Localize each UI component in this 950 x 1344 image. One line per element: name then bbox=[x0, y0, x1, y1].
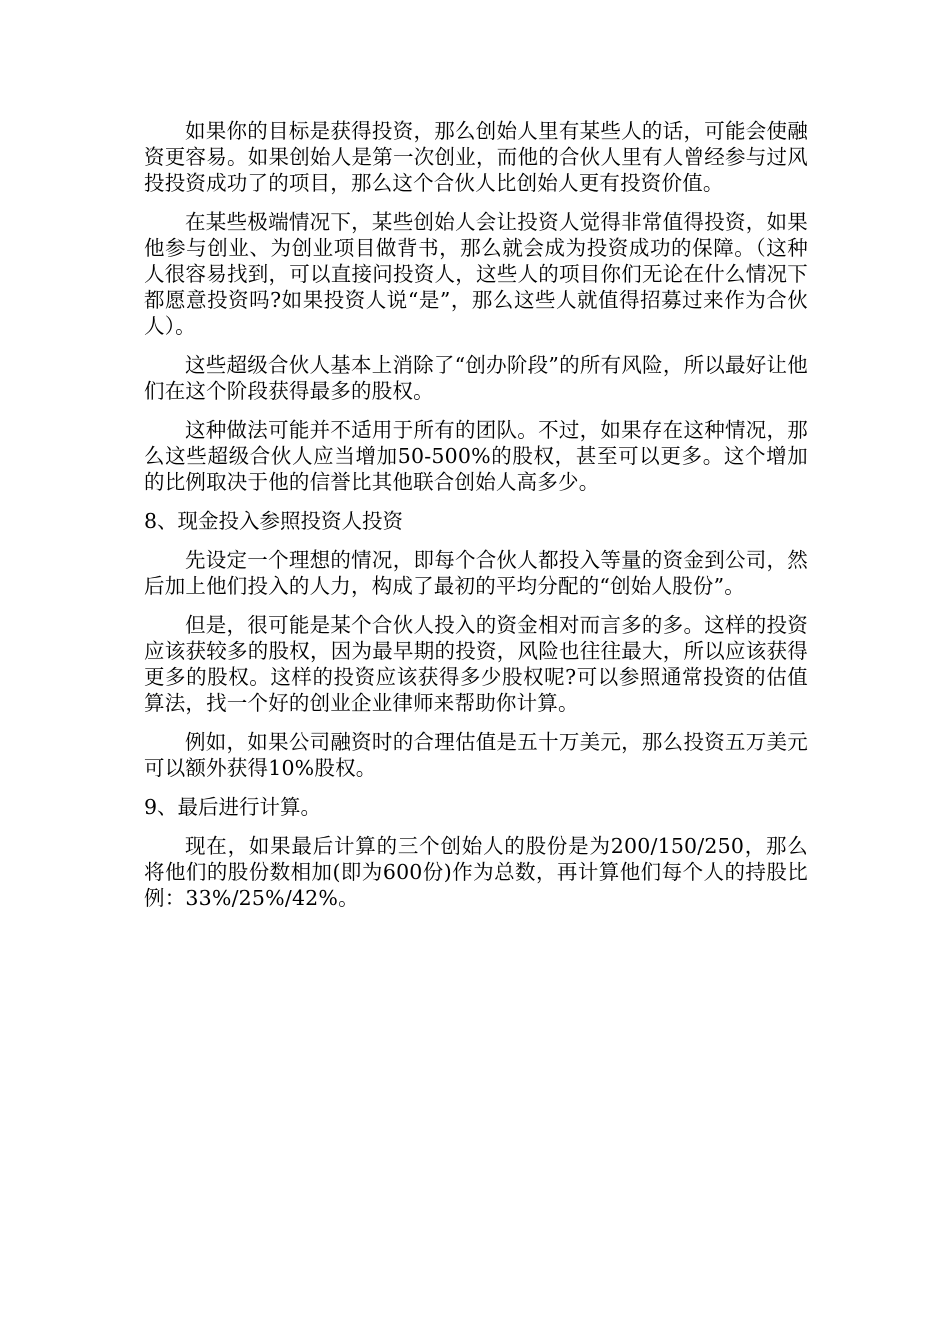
section-heading-9: 9、最后进行计算。 bbox=[144, 795, 322, 819]
paragraph: 例如，如果公司融资时的合理估值是五十万美元，那么投资五万美元可以额外获得10%股权。 bbox=[144, 730, 808, 780]
paragraph: 先设定一个理想的情况，即每个合伙人都投入等量的资金到公司，然后加上他们投入的人力，构成了最初的平均分配的“创始人股份”。 bbox=[144, 548, 808, 598]
paragraph: 在某些极端情况下，某些创始人会让投资人觉得非常值得投资，如果他参与创业、为创业项目做背书，那么就会成为投资成功的保障。（这种人很容易找到，可以直接问投资人，这些人的项目你们无论在什么情况下都愿意投资吗?如果投资人说“是”，那么这些人就值得招募过来作为合伙人）。 bbox=[144, 210, 808, 338]
section-heading-8: 8、现金投入参照投资人投资 bbox=[144, 509, 404, 533]
paragraph: 如果你的目标是获得投资，那么创始人里有某些人的话，可能会使融资更容易。如果创始人是第一次创业，而他的合伙人里有人曾经参与过风投投资成功了的项目，那么这个合伙人比创始人更有投资价值。 bbox=[144, 119, 808, 195]
paragraph: 这些超级合伙人基本上消除了“创办阶段”的所有风险，所以最好让他们在这个阶段获得最多的股权。 bbox=[144, 353, 808, 403]
document-body bbox=[144, 118, 808, 924]
paragraph: 现在，如果最后计算的三个创始人的股份是为200/150/250，那么将他们的股份数相加(即为600份)作为总数，再计算他们每个人的持股比例：33%/25%/42%。 bbox=[144, 834, 808, 910]
paragraph: 这种做法可能并不适用于所有的团队。不过，如果存在这种情况，那么这些超级合伙人应当增加50-500%的股权，甚至可以更多。这个增加的比例取决于他的信誉比其他联合创始人高多少。 bbox=[144, 418, 808, 494]
paragraph: 但是，很可能是某个合伙人投入的资金相对而言多的多。这样的投资应该获较多的股权，因为最早期的投资，风险也往往最大，所以应该获得更多的股权。这样的投资应该获得多少股权呢?可以参照通常投资的估值算法，找一个好的创业企业律师来帮助你计算。 bbox=[144, 613, 808, 715]
